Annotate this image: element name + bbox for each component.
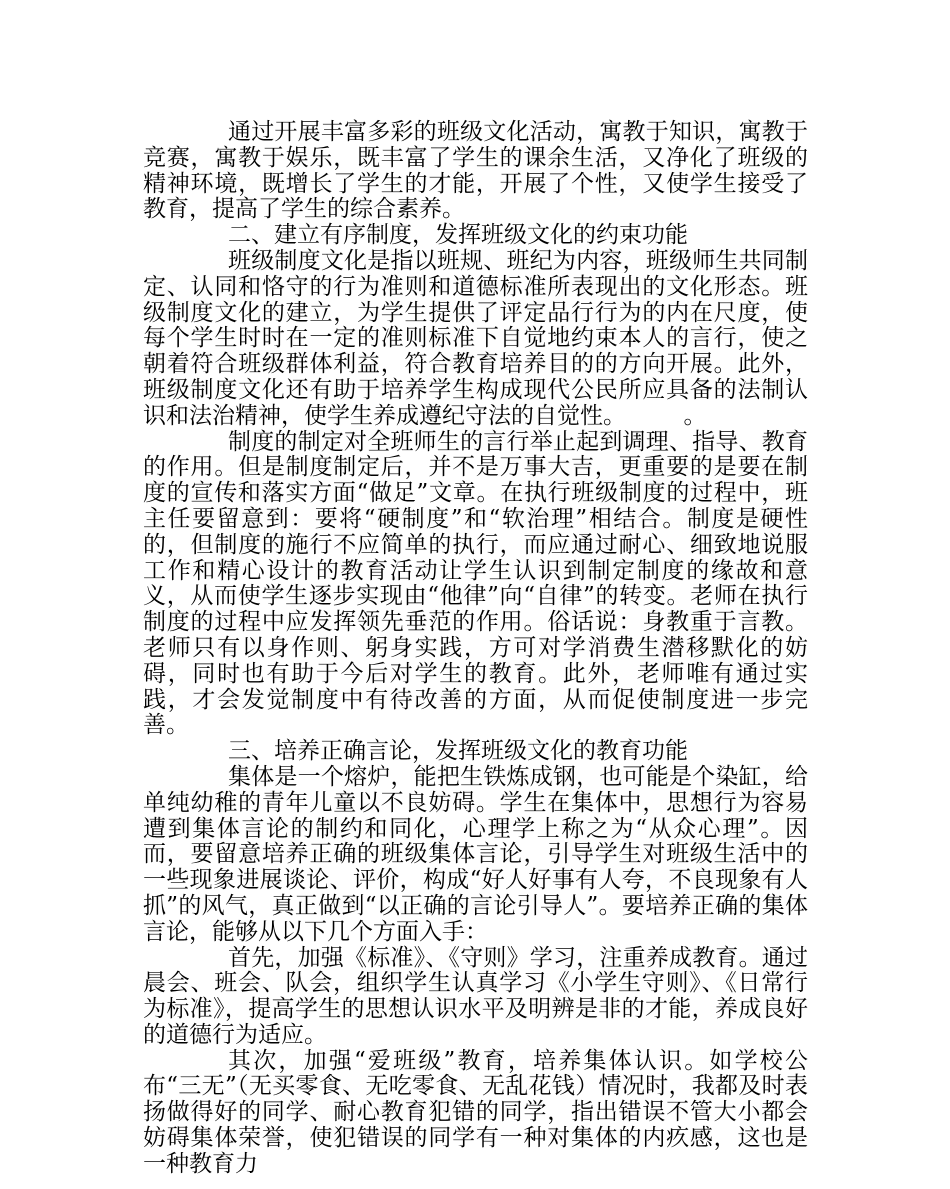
- paragraph-system-execution: 制度的制定对全班师生的言行举止起到调理、指导、教育的作用。但是制度制定后，并不是万事大吉，更重要的是要在制度的宣传和落实方面“做足”文章。在执行班级制度的过程中，班主任要留意到：要将“硬制度”和“软治理”相结合。制度是硬性的，但制度的施行不应简单的执行，而应通过耐心、细致地说服工作和精心设计的教育活动让学生认识到制定制度的缘故和意义，从而使学生逐步实现由“他律”向“自律”的转变。老师在执行制度的过程中应发挥领先垂范的作用。俗话说：身教重于言教。老师只有以身作则、躬身实践，方可对学消费生潜移默化的妨碍，同时也有助于今后对学生的教育。此外，老师唯有通过实践，才会发觉制度中有待改善的方面，从而促使制度进一步完善。: [143, 428, 808, 739]
- paragraph-second-point: 其次，加强“爱班级”教育，培养集体认识。如学校公布“三无”（无买零食、无吃零食、无乱花钱）情况时，我都及时表扬做得好的同学、耐心教育犯错的同学，指出错误不管大小都会妨碍集体荣誉，使犯错误的同学有一种对集体的内疚感，这也是一种教育力: [143, 1047, 808, 1177]
- paragraph-system-culture: 班级制度文化是指以班规、班纪为内容，班级师生共同制定、认同和恪守的行为准则和道德标准所表现出的文化形态。班级制度文化的建立，为学生提供了评定品行行为的内在尺度，使每个学生时时在一定的准则标准下自觉地约束本人的言行，使之朝着符合班级群体利益，符合教育培养目的的方向开展。此外，班级制度文化还有助于培养学生构成现代公民所应具备的法制认识和法治精神，使学生养成遵纪守法的自觉性。 。: [143, 247, 808, 429]
- paragraph-collective-opinion: 集体是一个熔炉，能把生铁炼成钢，也可能是个染缸，给单纯幼稚的青年儿童以不良妨碍。学生在集体中，思想行为容易遭到集体言论的制约和同化，心理学上称之为“从众心理”。因而，要留意培养正确的班级集体言论，引导学生对班级生活中的一些现象进展谈论、评价，构成“好人好事有人夸，不良现象有人抓”的风气，真正做到“以正确的言论引导人”。要培养正确的集体言论，能够从以下几个方面入手：: [143, 763, 808, 945]
- document-page: [143, 120, 808, 1178]
- paragraph-activities: 通过开展丰富多彩的班级文化活动，寓教于知识，寓教于竞赛，寓教于娱乐，既丰富了学生的课余生活，又净化了班级的精神环境，既增长了学生的才能，开展了个性，又使学生接受了教育，提高了学生的综合素养。: [143, 119, 808, 223]
- section-heading-three: 三、培养正确言论，发挥班级文化的教育功能: [228, 738, 688, 765]
- section-heading-two: 二、建立有序制度，发挥班级文化的约束功能: [228, 222, 688, 249]
- paragraph-first-point: 首先，加强《标准》、《守则》学习，注重养成教育。通过晨会、班会、队会，组织学生认真学习《小学生守则》、《日常行为标准》，提高学生的思想认识水平及明辨是非的才能，养成良好的道德行为适应。: [143, 944, 808, 1048]
